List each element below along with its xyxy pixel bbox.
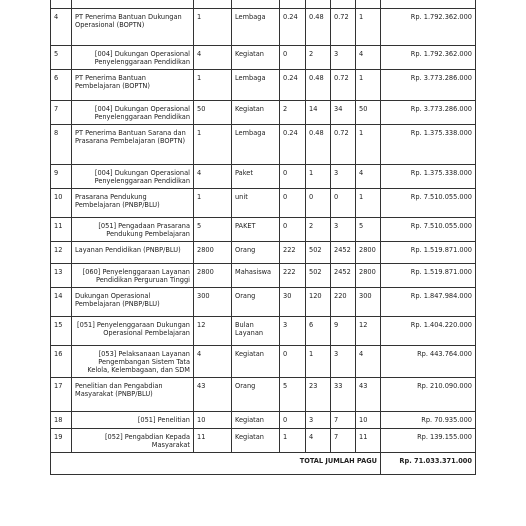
cell-unit: unit	[232, 188, 280, 217]
cell-no: 6	[51, 69, 72, 100]
cell-pagu: Rp. 1.519.871.000	[381, 263, 476, 287]
cell-no: 14	[51, 287, 72, 316]
top-cut-row	[51, 0, 476, 8]
cell-no: 7	[51, 100, 72, 124]
cell-pagu: Rp. 1.847.984.000	[381, 287, 476, 316]
cell-target-q4: 1	[356, 188, 381, 217]
table-row	[51, 217, 476, 241]
cell-unit: Lembaga	[232, 8, 280, 45]
cell-volume: 50	[194, 100, 232, 124]
cell-volume: 2800	[194, 263, 232, 287]
cell-unit: Orang	[232, 241, 280, 263]
cell-target-q1: 0	[280, 45, 306, 69]
cell-target-q2: 4	[306, 428, 331, 452]
cell-target-q1: 0	[280, 217, 306, 241]
cell-target-q2: 0	[306, 188, 331, 217]
cell-unit: Lembaga	[232, 124, 280, 164]
cell-target-q2: 14	[306, 100, 331, 124]
cell-target-q3: 7	[331, 411, 356, 428]
cell-target-q2: 0.48	[306, 124, 331, 164]
table-row	[51, 241, 476, 263]
cell-target-q3: 34	[331, 100, 356, 124]
cell-no: 19	[51, 428, 72, 452]
table-row	[51, 45, 476, 69]
cell-volume: 11	[194, 428, 232, 452]
cell-target-q3: 33	[331, 377, 356, 411]
cell-target-q4: 4	[356, 45, 381, 69]
cell-desc: [004] Dukungan Operasional Penyelenggaraan Pendidikan	[72, 100, 194, 124]
cell-no: 17	[51, 377, 72, 411]
cell-target-q2: 23	[306, 377, 331, 411]
cell-unit: Kegiatan	[232, 411, 280, 428]
cell-no: 9	[51, 164, 72, 188]
total-label: TOTAL JUMLAH PAGU	[51, 452, 381, 474]
cell-volume: 1	[194, 188, 232, 217]
cell-target-q3: 2452	[331, 241, 356, 263]
cell-volume: 12	[194, 316, 232, 345]
cell-unit: Orang	[232, 287, 280, 316]
cell-no: 13	[51, 263, 72, 287]
cell-unit: Orang	[232, 377, 280, 411]
cell-pagu: Rp. 70.935.000	[381, 411, 476, 428]
cell-target-q4: 300	[356, 287, 381, 316]
cell-target-q4: 5	[356, 217, 381, 241]
cell-desc: Prasarana Pendukung Pembelajaran (PNBP/BLU)	[72, 188, 194, 217]
cell-no: 18	[51, 411, 72, 428]
cell-pagu: Rp. 7.510.055.000	[381, 217, 476, 241]
cell-unit: Paket	[232, 164, 280, 188]
cell-desc: [052] Pengabdian Kepada Masyarakat	[72, 428, 194, 452]
table-row	[51, 100, 476, 124]
cell-target-q1: 0.24	[280, 124, 306, 164]
table-row	[51, 287, 476, 316]
cell-desc: [004] Dukungan Operasional Penyelenggaraan Pendidikan	[72, 164, 194, 188]
cell-target-q1: 3	[280, 316, 306, 345]
cell-target-q2: 1	[306, 164, 331, 188]
total-row	[51, 452, 476, 474]
cell-desc: [053] Pelaksanaan Layanan Pengembangan Sistem Tata Kelola, Kelembagaan, dan SDM	[72, 345, 194, 377]
cell-target-q4: 12	[356, 316, 381, 345]
cell-target-q4: 1	[356, 8, 381, 45]
cell-target-q1: 222	[280, 263, 306, 287]
cell-desc: PT Penerima Bantuan Pembelajaran (BOPTN)	[72, 69, 194, 100]
table-row	[51, 411, 476, 428]
cell-target-q4: 43	[356, 377, 381, 411]
cell-volume: 43	[194, 377, 232, 411]
cell-pagu: Rp. 1.375.338.000	[381, 164, 476, 188]
cell-target-q1: 30	[280, 287, 306, 316]
cell-desc: [051] Pengadaan Prasarana Pendukung Pembelajaran	[72, 217, 194, 241]
cell-target-q3: 3	[331, 45, 356, 69]
cell-target-q4: 50	[356, 100, 381, 124]
cell-desc: Penelitian dan Pengabdian Masyarakat (PNBP/BLU)	[72, 377, 194, 411]
cell-volume: 1	[194, 124, 232, 164]
cell-volume: 4	[194, 164, 232, 188]
cell-target-q3: 0.72	[331, 69, 356, 100]
cell-target-q4: 11	[356, 428, 381, 452]
cell-target-q2: 120	[306, 287, 331, 316]
table-row	[51, 69, 476, 100]
cell-target-q1: 0	[280, 411, 306, 428]
table-row	[51, 8, 476, 45]
table-row	[51, 124, 476, 164]
cell-unit: Mahasiswa	[232, 263, 280, 287]
cell-target-q3: 0	[331, 188, 356, 217]
cell-pagu: Rp. 1.519.871.000	[381, 241, 476, 263]
cell-target-q1: 0	[280, 345, 306, 377]
cell-target-q3: 9	[331, 316, 356, 345]
cell-target-q2: 0.48	[306, 69, 331, 100]
cell-desc: [051] Penelitian	[72, 411, 194, 428]
cell-desc: [060] Penyelenggaraan Layanan Pendidikan Perguruan Tinggi	[72, 263, 194, 287]
table-row	[51, 377, 476, 411]
cell-pagu: Rp. 443.764.000	[381, 345, 476, 377]
cell-target-q1: 5	[280, 377, 306, 411]
cell-volume: 1	[194, 8, 232, 45]
total-value: Rp. 71.033.371.000	[381, 452, 476, 474]
budget-table	[50, 0, 476, 475]
cell-pagu: Rp. 3.773.286.000	[381, 100, 476, 124]
cell-target-q4: 2800	[356, 241, 381, 263]
cell-target-q3: 7	[331, 428, 356, 452]
cell-target-q4: 10	[356, 411, 381, 428]
cell-unit: Kegiatan	[232, 345, 280, 377]
cell-target-q4: 4	[356, 345, 381, 377]
cell-no: 10	[51, 188, 72, 217]
cell-unit: Kegiatan	[232, 45, 280, 69]
cell-pagu: Rp. 7.510.055.000	[381, 188, 476, 217]
cell-target-q2: 502	[306, 263, 331, 287]
cell-target-q3: 220	[331, 287, 356, 316]
cell-volume: 5	[194, 217, 232, 241]
cell-target-q2: 3	[306, 411, 331, 428]
cell-unit: Bulan Layanan	[232, 316, 280, 345]
cell-pagu: Rp. 139.155.000	[381, 428, 476, 452]
table-row	[51, 263, 476, 287]
cell-target-q4: 4	[356, 164, 381, 188]
cell-target-q1: 1	[280, 428, 306, 452]
cell-target-q4: 1	[356, 69, 381, 100]
cell-target-q2: 1	[306, 345, 331, 377]
cell-unit: Kegiatan	[232, 100, 280, 124]
cell-pagu: Rp. 1.375.338.000	[381, 124, 476, 164]
cell-desc: PT Penerima Bantuan Dukungan Operasional (BOPTN)	[72, 8, 194, 45]
cell-no: 5	[51, 45, 72, 69]
cell-volume: 300	[194, 287, 232, 316]
cell-volume: 1	[194, 69, 232, 100]
cell-unit: Kegiatan	[232, 428, 280, 452]
cell-target-q2: 0.48	[306, 8, 331, 45]
table-row	[51, 428, 476, 452]
cell-target-q1: 0	[280, 188, 306, 217]
cell-pagu: Rp. 210.090.000	[381, 377, 476, 411]
cell-target-q2: 2	[306, 45, 331, 69]
table-row	[51, 188, 476, 217]
cell-no: 8	[51, 124, 72, 164]
cell-target-q4: 2800	[356, 263, 381, 287]
cell-no: 11	[51, 217, 72, 241]
cell-desc: PT Penerima Bantuan Sarana dan Prasarana Pembelajaran (BOPTN)	[72, 124, 194, 164]
table-body	[51, 0, 476, 452]
cell-pagu: Rp. 1.404.220.000	[381, 316, 476, 345]
cell-target-q1: 0.24	[280, 69, 306, 100]
cell-target-q1: 2	[280, 100, 306, 124]
cell-target-q3: 3	[331, 345, 356, 377]
table-row	[51, 316, 476, 345]
cell-pagu: Rp. 1.792.362.000	[381, 8, 476, 45]
cell-pagu: Rp. 1.792.362.000	[381, 45, 476, 69]
cell-target-q2: 6	[306, 316, 331, 345]
cell-target-q1: 222	[280, 241, 306, 263]
cell-target-q1: 0.24	[280, 8, 306, 45]
cell-volume: 4	[194, 45, 232, 69]
cell-target-q3: 3	[331, 164, 356, 188]
cell-desc: [051] Penyelenggaraan Dukungan Operasional Pembelajaran	[72, 316, 194, 345]
cell-target-q3: 2452	[331, 263, 356, 287]
cell-target-q4: 1	[356, 124, 381, 164]
cell-unit: Lembaga	[232, 69, 280, 100]
cell-unit: PAKET	[232, 217, 280, 241]
cell-pagu: Rp. 3.773.286.000	[381, 69, 476, 100]
cell-target-q1: 0	[280, 164, 306, 188]
cell-desc: Layanan Pendidikan (PNBP/BLU)	[72, 241, 194, 263]
cell-volume: 2800	[194, 241, 232, 263]
cell-no: 12	[51, 241, 72, 263]
cell-no: 16	[51, 345, 72, 377]
cell-target-q3: 0.72	[331, 124, 356, 164]
table-row	[51, 345, 476, 377]
cell-desc: [004] Dukungan Operasional Penyelenggaraan Pendidikan	[72, 45, 194, 69]
cell-desc: Dukungan Operasional Pembelajaran (PNBP/BLU)	[72, 287, 194, 316]
cell-volume: 4	[194, 345, 232, 377]
cell-volume: 10	[194, 411, 232, 428]
cell-target-q2: 2	[306, 217, 331, 241]
table-row	[51, 164, 476, 188]
cell-no: 4	[51, 8, 72, 45]
cell-target-q3: 0.72	[331, 8, 356, 45]
cell-target-q2: 502	[306, 241, 331, 263]
cell-target-q3: 3	[331, 217, 356, 241]
cell-no: 15	[51, 316, 72, 345]
